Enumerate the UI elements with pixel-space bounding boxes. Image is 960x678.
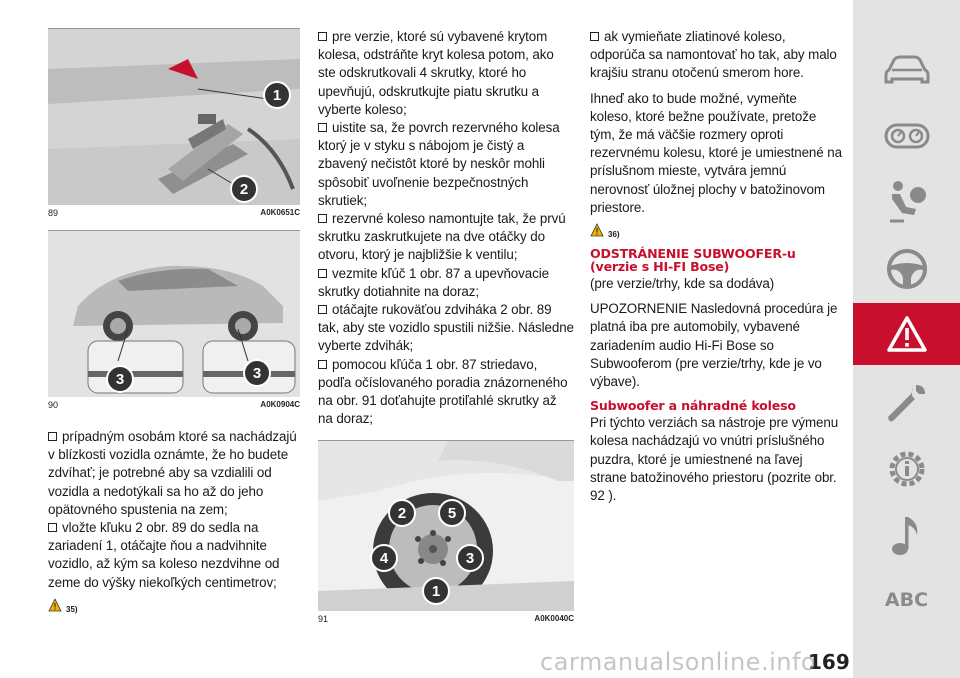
figure-number: 89 — [48, 208, 59, 218]
index-abc-tab[interactable]: ABC — [884, 589, 929, 611]
column-right — [590, 28, 842, 505]
figure-91-caption — [318, 614, 574, 624]
steering-wheel-icon[interactable] — [853, 244, 960, 294]
figure-code: A0K0651C — [260, 208, 300, 217]
subheading: (pre verzie/trhy, kde sa dodáva) — [590, 276, 775, 292]
warning-triangle-icon — [48, 598, 62, 612]
figure-89-caption — [48, 208, 300, 218]
car-icon[interactable] — [853, 48, 960, 92]
callout-3b: 3 — [243, 359, 271, 387]
callout-5: 5 — [438, 499, 466, 527]
checkbox-bullet-icon — [318, 360, 327, 369]
checkbox-bullet-icon — [48, 432, 57, 441]
figure-90-caption — [48, 400, 300, 410]
watermark: carmanualsonline.info — [540, 648, 817, 676]
column-middle — [318, 28, 574, 624]
warning-reference: 36) — [590, 223, 842, 239]
figure-number: 91 — [318, 614, 329, 625]
list-item: vezmite kľúč 1 obr. 87 a upevňovacie skrutky dotiahnite na doraz; — [318, 265, 549, 299]
figure-91 — [318, 440, 574, 611]
checkbox-bullet-icon — [318, 305, 327, 314]
callout-4: 4 — [370, 544, 398, 572]
paragraph: Pri týchto verziách sa nástroje pre výmenu kolesa nachádzajú vo vnútri príslušného puzdra, ktoré je umiestnené na ľavej strane batožinového priestoru (pozrite obr. 92 ). — [590, 415, 839, 504]
section-heading: ODSTRÁNENIE SUBWOOFER-u (verzie s HI-FI Bose) — [590, 246, 796, 275]
checkbox-bullet-icon — [318, 123, 327, 132]
chapter-sidebar — [853, 0, 960, 678]
checkbox-bullet-icon — [48, 523, 57, 532]
callout-2: 2 — [230, 175, 258, 203]
figure-code: A0K0904C — [260, 400, 300, 409]
figure-89 — [48, 28, 300, 205]
airbag-seat-icon[interactable] — [853, 176, 960, 226]
music-note-icon[interactable] — [853, 510, 960, 560]
info-gear-icon[interactable] — [853, 444, 960, 494]
column-left — [48, 28, 300, 618]
warning-triangle-icon — [590, 223, 604, 237]
dashboard-gauges-icon[interactable] — [853, 114, 960, 158]
figure-code: A0K0040C — [534, 614, 574, 624]
checkbox-bullet-icon — [318, 214, 327, 223]
warning-chapter-tab[interactable] — [853, 303, 960, 365]
list-item: vložte kľuku 2 obr. 89 do sedla na zariadení 1, otáčajte ňou a nadvihnite vozidlo, až kým sa koleso nezdvihne od zeme do výšky niekoľkých centimetrov; — [48, 520, 280, 590]
subsection-heading: Subwoofer a náhradné koleso — [590, 398, 796, 414]
callout-2: 2 — [388, 499, 416, 527]
paragraph: Ihneď ako to bude možné, vymeňte koleso, ktoré bežne používate, pretože tým, že má väčšie rozmery oproti rezervnému kolesu, ktoré je umiestnené na príslušnom mieste, vytvára jemnú nerovnosť úložnej plochy v batožinovom priestore. — [590, 90, 842, 215]
checkbox-bullet-icon — [318, 269, 327, 278]
callout-1: 1 — [422, 577, 450, 605]
callout-3: 3 — [456, 544, 484, 572]
warning-reference: 35) — [48, 598, 300, 614]
list-item: uistite sa, že povrch rezervného kolesa ktorý je v styku s nábojom je čistý a zbavený nečistôt ktoré by neskôr mohli spôsobiť uvoľnenie bezpečnostných skrutiek; — [318, 120, 560, 208]
callout-3a: 3 — [106, 365, 134, 393]
list-item: pre verzie, ktoré sú vybavené krytom kolesa, odstráňte kryt kolesa potom, ako ste odskrutkovali 4 skrutky, ktoré ho upevňujú, odskrutkujte piatu skrutku a vyberte koleso; — [318, 29, 554, 117]
wrench-icon[interactable] — [853, 378, 960, 428]
list-item: otáčajte rukoväťou zdviháka 2 obr. 89 tak, aby ste vozidlo spustili nižšie. Následne vyberte zdvihák; — [318, 302, 574, 354]
list-item: prípadným osobám ktoré sa nachádzajú v blízkosti vozidla oznámte, že ho budete zdvíhať; je potrebné aby sa vzdialili od vozidla a nedotýkali sa ho až do jeho opätovného spustenia na zem; — [48, 429, 297, 517]
figure-90 — [48, 230, 300, 397]
checkbox-bullet-icon — [318, 32, 327, 41]
warning-triangle-icon — [887, 316, 927, 352]
figure-number: 90 — [48, 400, 59, 410]
list-item: rezervné koleso namontujte tak, že prvú skrutku zaskrutkujete na dve otáčky do otvoru, ktorý je najbližšie k ventilu; — [318, 211, 566, 263]
page-number: 169 — [808, 650, 850, 674]
list-item: ak vymieňate zliatinové koleso, odporúča sa namontovať ho tak, aby malo krajšiu stranu otočenú smerom hore. — [590, 29, 837, 81]
callout-1: 1 — [263, 81, 291, 109]
paragraph: UPOZORNENIE Nasledovná procedúra je platná iba pre automobily, vybavené zariadením audio Hi-Fi Bose so Subwooferom (pre verzie/trhy, kde je vo výbave). — [590, 301, 838, 390]
checkbox-bullet-icon — [590, 32, 599, 41]
list-item: pomocou kľúča 1 obr. 87 striedavo, podľa očíslovaného poradia znázorneného na obr. 91 doťahujte protiľahlé skrutky až na doraz; — [318, 356, 568, 427]
